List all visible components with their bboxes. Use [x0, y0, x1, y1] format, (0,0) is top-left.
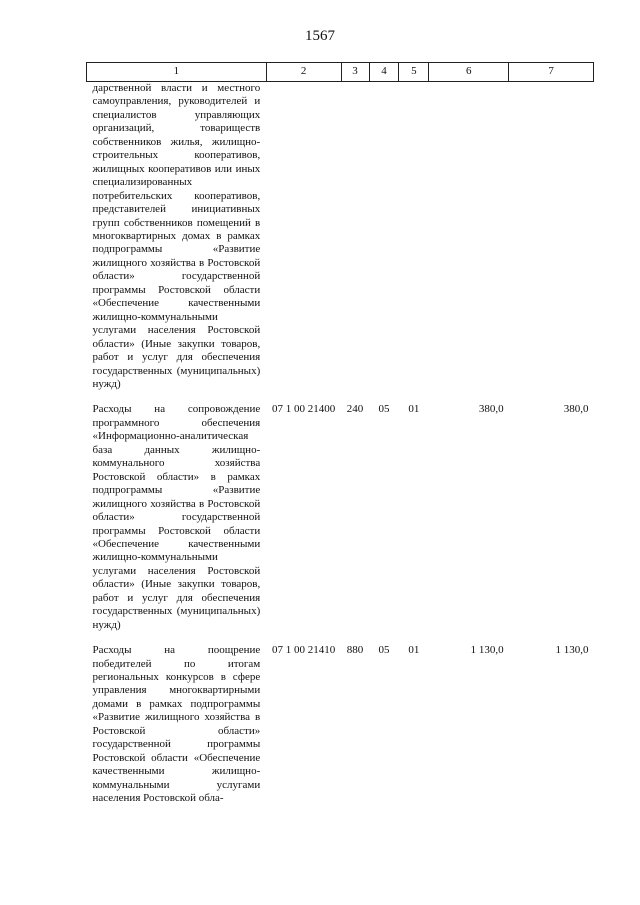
page-number: 1567	[305, 28, 335, 44]
subsection-code: 01	[408, 403, 420, 416]
target-code	[266, 82, 341, 398]
row-description: дарственной власти и местного самоуправления, руководителей и специалистов управляющих организаций, товариществ собственников жилья, жилищно-строительных кооперативов, жилищных кооперативов или иных специализированных потребительских кооперативов, представителей инициативных групп собственников помещений в многоквартирных домах в рамках подпрограммы «Развитие жилищного хозяйства в Ростовской области» государственной программы Ростовской области «Обеспечение качественными жилищно-коммунальными услугами населения Ростовской области» (Иные закупки товаров, работ и услуг для обеспечения государственных (муниципальных) нужд)	[92, 82, 261, 390]
column-header: 4	[369, 63, 399, 82]
amount-2: 380,0	[563, 403, 589, 416]
column-header: 7	[509, 63, 594, 82]
row-description: Расходы на сопровождение программного обеспечения «Информационно-аналитическая база данных жилищно-коммунального хозяйства Ростовской области» в рамках подпрограммы «Развитие жилищного хозяйства в Ростовской области» государственной программы Ростовской области «Обеспечение качественными жилищно-коммунальными услугами населения Ростовской области» (Иные закупки товаров, работ и услуг для обеспечения государственных (муниципальных) нужд)	[92, 403, 261, 631]
column-header: 2	[266, 63, 341, 82]
section-code	[369, 82, 399, 398]
target-code: 07 1 00 21410	[272, 644, 336, 657]
expense-type: 880	[346, 644, 364, 657]
header-row	[87, 63, 594, 82]
amount-2: 1 130,0	[555, 644, 589, 657]
section-code: 05	[378, 403, 390, 416]
column-header: 1	[87, 63, 267, 82]
table-row	[87, 82, 594, 398]
expense-type: 240	[346, 403, 364, 416]
amount-1	[429, 82, 509, 398]
column-header: 3	[341, 63, 369, 82]
section-code: 05	[378, 644, 390, 657]
budget-table	[86, 62, 594, 806]
table-row	[87, 638, 594, 805]
subsection-code: 01	[408, 644, 420, 657]
column-header: 6	[429, 63, 509, 82]
amount-1: 380,0	[478, 403, 504, 416]
amount-2	[509, 82, 594, 398]
table-row	[87, 397, 594, 638]
target-code: 07 1 00 21400	[272, 403, 336, 416]
expense-type	[341, 82, 369, 398]
column-header: 5	[399, 63, 429, 82]
subsection-code	[399, 82, 429, 398]
amount-1: 1 130,0	[470, 644, 504, 657]
row-description: Расходы на поощрение победителей по итогам региональных конкурсов в сфере управления многоквартирными домами в рамках подпрограммы «Развитие жилищного хозяйства в Ростовской области» государственной программы Ростовской области «Обеспечение качественными жилищно-коммунальными услугами населения Ростовской обла-	[92, 644, 261, 805]
